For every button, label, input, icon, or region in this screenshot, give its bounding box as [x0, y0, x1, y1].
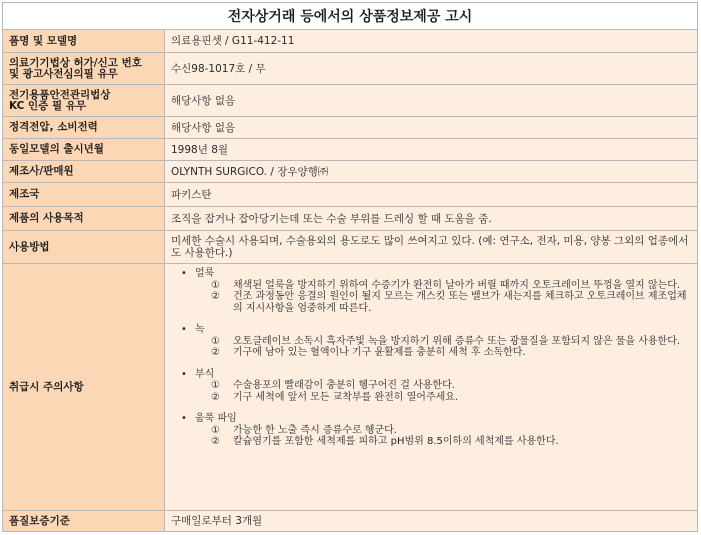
item-text: 칼슘염기를 포함한 세척제를 피하고 pH범위 8.5이하의 세척제를 사용한다. [233, 436, 559, 447]
row-value-maker: OLYNTH SURGICO. / 장우양행㈜ [165, 161, 697, 182]
bullet: • [181, 368, 187, 380]
bullet: • [181, 268, 187, 279]
row-value-voltage: 해당사항 없음 [165, 117, 697, 138]
table-row [3, 207, 697, 231]
item-text: 수술용포의 빨래감이 충분히 헹구어진 걸 사용한다. [233, 380, 455, 391]
row-value-country: 파키스탄 [165, 183, 697, 206]
row-label-model: 품명 및 모델명 [3, 30, 165, 52]
row-label-caution: 취급시 주의사항 [3, 264, 165, 510]
row-label-voltage: 정격전압, 소비전력 [3, 117, 165, 138]
row-value-model: 의료용핀셋 / G11-412-11 [165, 30, 697, 52]
caution-notes [165, 264, 697, 510]
item-text: 건조 과정동안 응결의 원인이 될지 모르는 개스킷 또는 밸브가 새는지를 체크하고 오토크레이브 제조업체의 지시사항을 엄중하게 따른다. [233, 291, 687, 314]
item-text: 오토클레이브 소독시 흑자주빛 녹을 방지하기 위해 증류수 또는 광물질을 포함되지 않은 물을 사용한다. [233, 335, 681, 347]
table-row [3, 85, 697, 117]
table-row [3, 30, 697, 53]
section-head: 얼룩 [195, 268, 215, 279]
item-number: ② [211, 291, 220, 302]
row-label-maker: 제조사/판매원 [3, 161, 165, 182]
item-number: ① [211, 424, 220, 436]
table-row [3, 511, 697, 531]
row-value-kc: 해당사항 없음 [165, 85, 697, 116]
item-number: ② [211, 347, 220, 358]
section-head: 움푹 파임 [195, 413, 237, 424]
table-title: 전자상거래 등에서의 상품정보제공 고시 [3, 3, 697, 30]
row-label-usage: 사용방법 [3, 231, 165, 263]
row-value-purpose: 조직을 잡거나 잡아당기는데 또는 수술 부위를 드레싱 할 때 도움을 줌. [165, 207, 697, 230]
row-label-release: 동일모델의 출시년월 [3, 139, 165, 160]
row-value-permit: 수신98-1017호 / 무 [165, 53, 697, 84]
row-label-purpose: 제품의 사용목적 [3, 207, 165, 230]
item-text: 가능한 한 노출 즉시 증류수로 헹군다. [233, 424, 397, 436]
table-row [3, 139, 697, 161]
bullet: • [181, 324, 187, 335]
table-row [3, 183, 697, 207]
item-text: 기구 세척에 앞서 모든 교착부를 완전히 열어주세요. [233, 391, 459, 403]
table-row-caution [3, 264, 697, 511]
item-text: 기구에 남아 있는 혈액이나 기구 윤활제를 충분히 세척 후 소독한다. [233, 347, 526, 358]
product-info-table [2, 2, 698, 532]
table-row [3, 53, 697, 85]
row-label-country: 제조국 [3, 183, 165, 206]
row-label-warranty: 품질보증기준 [3, 511, 165, 531]
caution-section-stain [173, 268, 691, 314]
section-head: 녹 [195, 324, 205, 335]
row-label-kc: 전기용품안전관리법상 KC 인증 필 유무 [3, 85, 165, 116]
item-text: 채색된 얼룩을 방지하기 위하여 수증기가 완전히 날아가 버릴 때까지 오토크레이브 뚜껑을 열지 않는다. [233, 279, 681, 291]
item-number: ① [211, 335, 220, 347]
section-head: 부식 [195, 368, 215, 380]
caution-section-pitting [173, 413, 691, 448]
item-number: ② [211, 391, 220, 403]
item-number: ① [211, 279, 220, 291]
row-value-release: 1998년 8월 [165, 139, 697, 160]
caution-section-rust [173, 324, 691, 359]
table-row [3, 117, 697, 139]
row-label-permit: 의료기기법상 허가/신고 번호 및 광고사전심의필 유무 [3, 53, 165, 84]
row-value-usage: 미세한 수술시 사용되며, 수술용외의 용도로도 많이 쓰여지고 있다. (예: 연구소, 전자, 미용, 양봉 그외의 업종에서도 사용한다.) [165, 231, 697, 263]
item-number: ② [211, 436, 220, 447]
row-value-warranty: 구매일로부터 3개월 [165, 511, 697, 531]
table-row [3, 231, 697, 264]
table-row [3, 161, 697, 183]
bullet: • [181, 413, 187, 424]
item-number: ① [211, 380, 220, 391]
caution-section-corrosion [173, 369, 691, 404]
